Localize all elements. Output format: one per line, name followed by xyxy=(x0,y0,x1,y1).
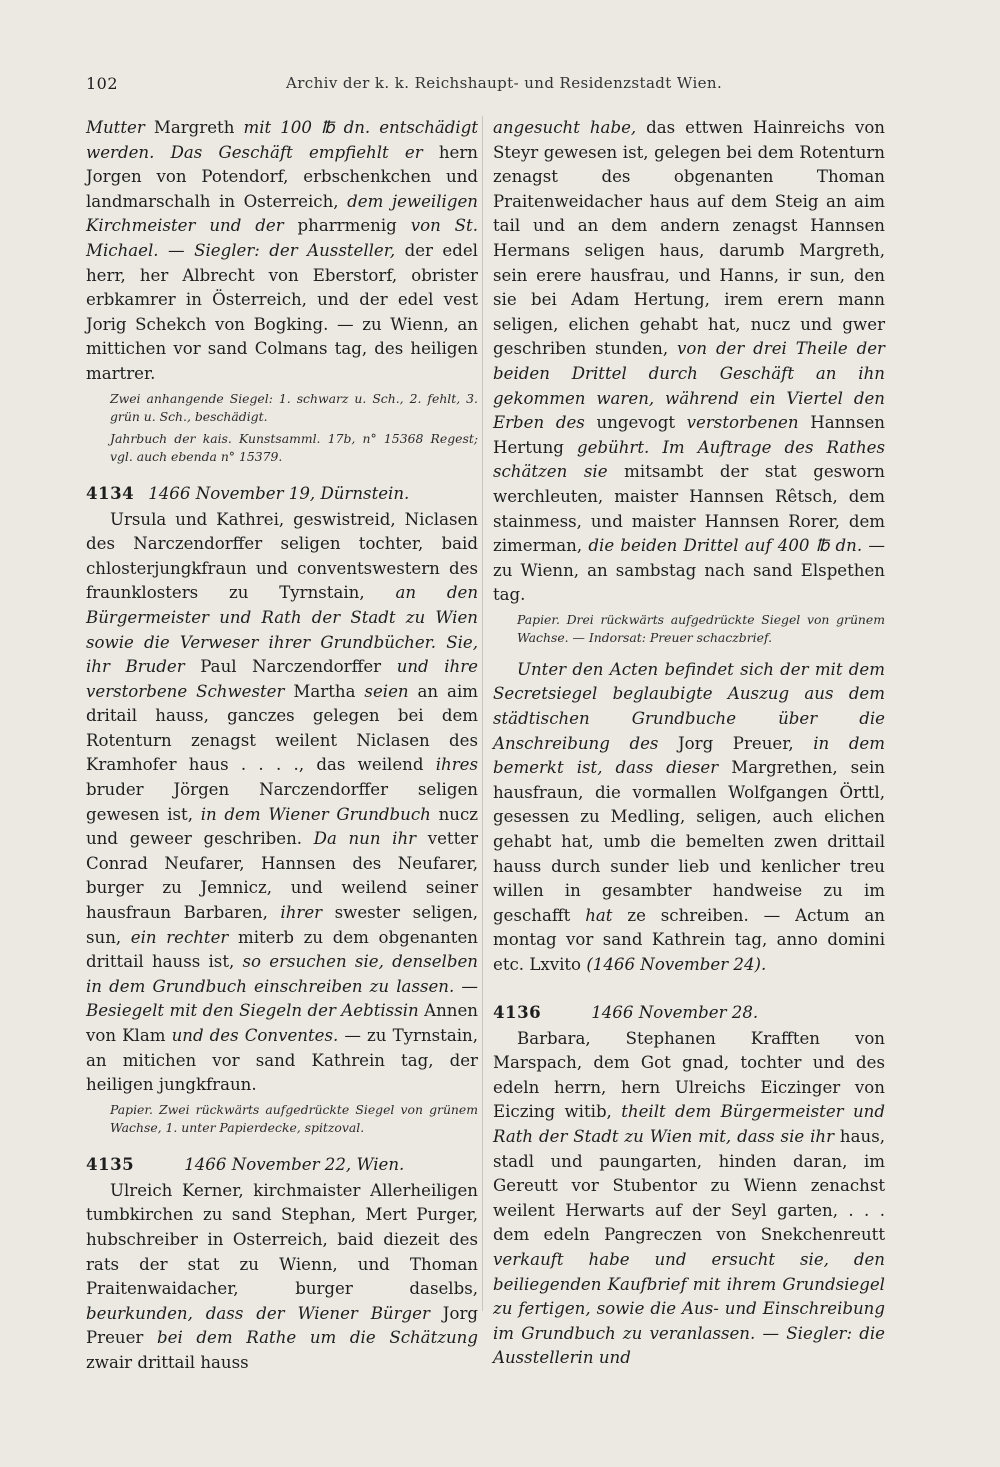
roman-text: Paul Narczendorffer xyxy=(184,657,397,677)
roman-text: Jorg Preuer xyxy=(86,1303,478,1348)
roman-text: hern Jorgen von Potendorf, erbschenkchen und landmarschalh in Osterreich, xyxy=(86,142,478,211)
entry-number: 4135 xyxy=(86,1153,135,1174)
roman-text: miterb zu dem obgenanten drittail hauss ist, xyxy=(86,927,478,972)
roman-text: zwair drittail hauss xyxy=(86,1352,249,1372)
italic-text: mit 100 ℔ dn. entschädigt werden. Das Geschäft empfiehlt er xyxy=(86,118,478,162)
roman-text: Jorg Preuer, xyxy=(658,733,814,753)
italic-text: (1466 November 24). xyxy=(586,955,767,974)
footnote xyxy=(86,1101,478,1138)
roman-text: nucz und geweer geschriben. xyxy=(86,804,478,849)
italic-text: bei dem Rathe um die Schätzung xyxy=(157,1328,478,1348)
italic-text: in dem bemerkt ist, dass dieser xyxy=(493,733,885,778)
left-column xyxy=(86,116,478,1376)
italic-text: ihres xyxy=(435,755,478,775)
entry-body xyxy=(86,1179,478,1376)
entry-date: 1466 November 22, Wien. xyxy=(184,1154,405,1174)
entry-date: 1466 November 28. xyxy=(591,1002,759,1022)
roman-text: Preuer schaczbrief. xyxy=(645,630,773,646)
italic-text: verkauft habe und ersucht sie, den beiliegenden Kaufbrief mit ihrem Grundsiegel zu fertigen, sowie die Aus- und Einschreibung im Grundbuch zu veranlassen. — Siegler: die Ausstellerin und xyxy=(493,1249,885,1368)
entry-heading xyxy=(86,1152,478,1177)
entry-body xyxy=(86,508,478,1098)
roman-text: Hannsen Hertung xyxy=(493,413,885,457)
entry-number: 4136 xyxy=(493,1001,542,1022)
roman-text: das ettwen Hainreichs von Steyr gewesen ist, gelegen bei dem Rotenturn zenagst des obgenanten Thoman Praitenweidacher haus auf dem Steig an aim tail und an dem andern zenagst Hannsen Hermans seligen haus, darumb Margreth, sein erere hausfrau, und Hanns, ir sun, den sie bei Adam Hertung, irem erern mann seligen, elichen gehabt hat, nucz und gwer geschriben stunden, xyxy=(493,118,885,359)
italic-text: beurkunden, dass der Wiener Bürger xyxy=(86,1303,430,1323)
roman-text: an aim dritail hauss, ganczes gelegen bei dem Rotenturn zenagst weilent Niclasen des Kramhofer haus . . . ., das weilend xyxy=(86,681,478,775)
column-divider xyxy=(482,116,483,1311)
italic-text: Papier. Drei rückwärts aufgedrückte Siegel von grünem Wachse. — Indorsat: xyxy=(517,611,885,646)
roman-text: Barbara, Stephanen Krafften von Marspach, dem Got gnad, tochter und des edeln herrn, hern Ulreichs Eiczinger von Eiczing witib, xyxy=(493,1028,885,1122)
roman-text: Zwei anhangende Siegel: 1. schwarz u. Sch., 2. fehlt, 3. grün u. Sch., beschädigt. xyxy=(110,390,478,425)
continued-paragraph xyxy=(86,116,478,387)
roman-text: ze schreiben. — Actum an montag vor sand Kathrein tag, anno domini etc. Lxvito xyxy=(493,905,885,974)
acten-paragraph xyxy=(493,658,885,978)
roman-text: Margrethen, sein hausfraun, die vormallen Wolfgangen Örttl, gesessen zu Medling, seligen, auch elichen gehabt hat, umb die bemelten zwen drittail hauss durch sunder lieb und kenlicher treu willen in gesambter handweise zu im geschafft xyxy=(493,758,885,925)
roman-text: Annen von Klam xyxy=(86,1001,478,1045)
footnote xyxy=(493,611,885,648)
roman-text: Martha xyxy=(284,681,365,701)
entry-number: 4134 xyxy=(86,482,135,503)
italic-text: von St. Michael. — Siegler: der Aussteller, xyxy=(86,216,478,260)
roman-text: pharrmenig xyxy=(283,216,411,236)
italic-text: Unter den Acten befindet sich der mit dem Secretsiegel beglaubigte Auszug aus dem städtischen Grundbuche über die Anschreibung des xyxy=(493,659,885,753)
entry-heading xyxy=(493,1000,885,1025)
italic-text: gebührt. Im Auftrage des Rathes schätzen sie xyxy=(493,437,885,482)
italic-text: und ihre verstorbene Schwester xyxy=(86,657,478,701)
italic-text: Mutter xyxy=(86,118,145,137)
footnote xyxy=(86,430,478,467)
roman-text: der edel herr, her Albrecht von Eberstorf, obrister erbkamrer in Österreich, und der edel vest Jorig Schekch von Bogking. — zu Wienn, an mittichen vor sand Colmans tag, des heiligen martrer. xyxy=(86,240,478,383)
italic-text: hat xyxy=(585,905,613,925)
italic-text: ihrer xyxy=(280,903,323,923)
running-title: Archiv der k. k. Reichshaupt- und Residenzstadt Wien. xyxy=(286,74,723,92)
italic-text: an den Bürgermeister und Rath der Stadt zu Wien sowie die Verweser ihrer Grundbücher. Sie, ihr Bruder xyxy=(86,583,479,677)
continued-paragraph xyxy=(493,116,885,608)
roman-text: Papier. Zwei rückwärts aufgedrückte Siegel von grünem Wachse, 1. unter Papierdecke, spitzoval. xyxy=(110,1101,478,1136)
italic-text: ein rechter xyxy=(130,927,229,947)
page-number: 102 xyxy=(86,74,119,93)
italic-text: seien xyxy=(364,681,409,701)
roman-text: Jahrbuch der kais. Kunstsamml. 17b, n° 15368 Regest; vgl. auch ebenda n° 15379. xyxy=(110,430,478,465)
italic-text: angesucht habe, xyxy=(493,118,637,137)
roman-text: mitsambt der stat gesworn werchleuten, maister Hannsen Rêtsch, dem stainmess, und maister Hannsen Rorer, dem zimerman, xyxy=(493,462,885,556)
roman-text: Ursula und Kathrei, geswistreid, Niclasen des Narczendorffer seligen tochter, baid chlosterjungkfraun und conventswestern des fraunklosters zu Tyrnstain, xyxy=(86,509,478,603)
entry-body xyxy=(493,1027,885,1371)
roman-text: — zu Tyrnstain, an mitichen vor sand Kathrein tag, der heiligen jungkfraun. xyxy=(86,1026,478,1095)
roman-text: ungevogt xyxy=(584,413,687,433)
right-column xyxy=(493,116,885,1371)
roman-text: haus, stadl und paungarten, hinden daran, im Gereutt vor Stubentor zu Wienn zenachst weilent Herwarts auf der Seyl garten, . . . dem edeln Pangreczen von Snekchenreutt xyxy=(493,1126,885,1245)
entry-date: 1466 November 19, Dürnstein. xyxy=(148,483,410,503)
roman-text: swester seligen, sun, xyxy=(86,903,478,947)
roman-text: vetter Conrad Neufarer, Hannsen des Neufarer, burger zu Jemnicz, und weilend seiner hausfraun Barbaren, xyxy=(86,829,479,923)
italic-text: Da nun ihr xyxy=(313,829,417,849)
roman-text: Margreth xyxy=(144,118,244,137)
italic-text: verstorbenen xyxy=(686,413,799,433)
italic-text: und des Conventes. xyxy=(171,1026,339,1045)
italic-text: von der drei Theile der beiden Drittel durch Geschäft an ihn gekommen waren, während ein Viertel den Erben des xyxy=(493,339,885,433)
italic-text: so ersuchen sie, denselben in dem Grundbuch einschreiben zu lassen. — Besiegelt mit den Siegeln der Aebtissin xyxy=(86,952,478,1021)
roman-text: bruder Jörgen Narczendorffer seligen gewesen ist, xyxy=(86,780,478,824)
italic-text: in dem Wiener Grundbuch xyxy=(200,804,431,824)
italic-text: die beiden Drittel auf 400 ℔ dn. xyxy=(588,536,863,556)
page-header xyxy=(86,74,886,104)
roman-text: Ulreich Kerner, kirchmaister Allerheiligen tumbkirchen zu sand Stephan, Mert Purger, hubschreiber in Osterreich, baid diezeit des rats der stat zu Wienn, und Thoman Praitenwaidacher, burger daselbs, xyxy=(86,1180,478,1299)
italic-text: dem jeweiligen Kirchmeister und der xyxy=(86,191,478,236)
roman-text: — zu Wienn, an sambstag nach sand Elspethen tag. xyxy=(493,536,885,605)
footnote xyxy=(86,390,478,427)
italic-text: theilt dem Bürgermeister und Rath der Stadt zu Wien mit, dass sie ihr xyxy=(493,1102,885,1146)
entry-heading xyxy=(86,481,478,506)
